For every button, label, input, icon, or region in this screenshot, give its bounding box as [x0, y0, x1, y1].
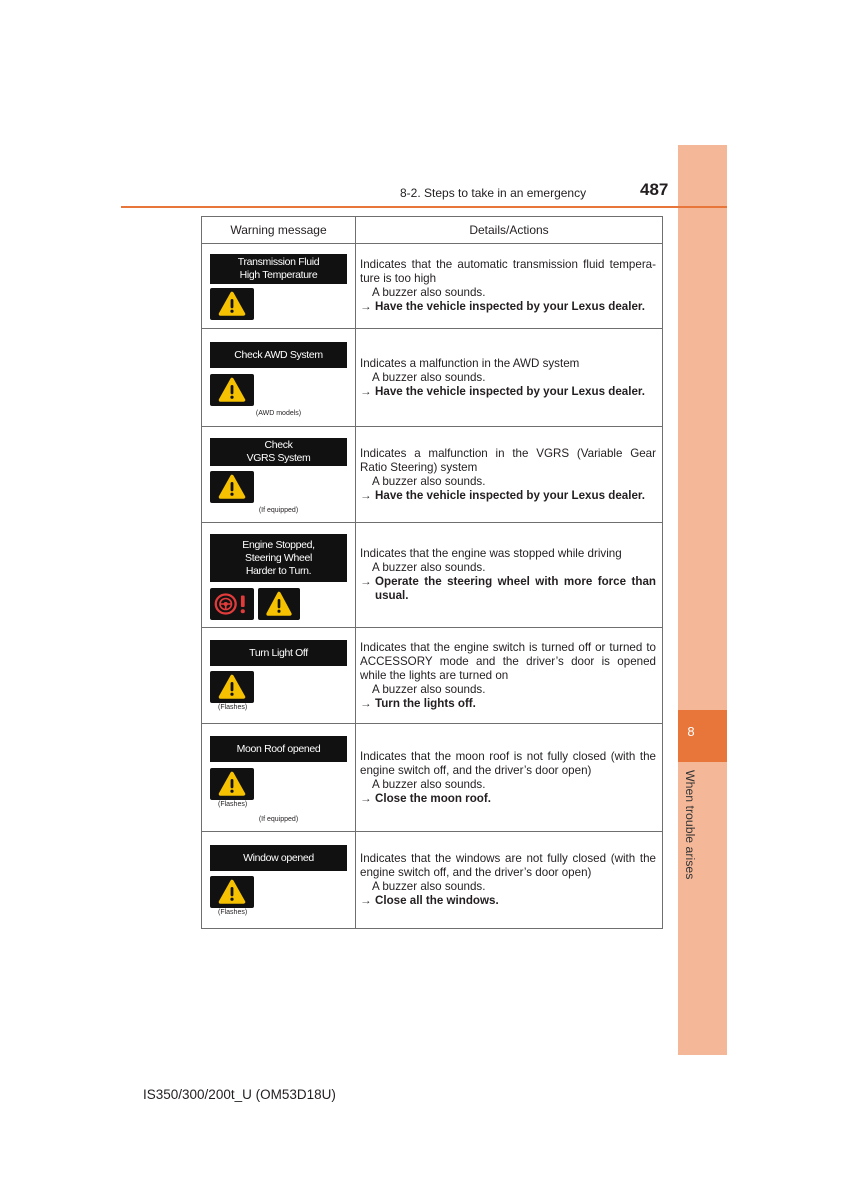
description-line: Indicates that the windows are not fully closed (with the	[360, 852, 656, 865]
table-row	[202, 724, 662, 832]
arrow-icon: →	[360, 894, 372, 907]
warning-message-cell	[202, 724, 356, 831]
warning-message-cell	[202, 427, 356, 522]
action-text: Close all the windows.	[375, 894, 499, 907]
buzzer-note: A buzzer also sounds.	[372, 682, 486, 696]
arrow-icon: →	[360, 384, 372, 398]
warning-message-cell	[202, 832, 356, 928]
buzzer-note: A buzzer also sounds.	[372, 474, 486, 488]
chapter-number-box	[678, 710, 727, 762]
power-steering-warning-icon	[210, 588, 254, 620]
buzzer-note: A buzzer also sounds.	[372, 370, 486, 384]
action-text: Have the vehicle inspected by your Lexus dealer.	[375, 384, 645, 398]
arrow-icon: →	[360, 791, 372, 805]
flashes-note: (Flashes)	[218, 704, 248, 711]
warning-triangle-icon	[210, 288, 254, 320]
description-line: ACCESSORY mode and the driver’s door is opened	[360, 654, 656, 668]
model-note: (AWD models)	[255, 410, 302, 417]
description-line: Indicates a malfunction in the AWD system	[360, 356, 580, 370]
buzzer-note: A buzzer also sounds.	[372, 880, 486, 893]
details-cell	[356, 724, 662, 831]
display-line: Turn Light Off	[249, 646, 308, 659]
action-text: Turn the lights off.	[375, 696, 476, 710]
action-text: Close the moon roof.	[375, 791, 491, 805]
display-line: Transmission Fluid	[237, 256, 320, 268]
action-line	[360, 300, 656, 314]
arrow-icon: →	[360, 488, 372, 502]
description-line: engine switch off, and the driver’s door open)	[360, 866, 592, 879]
description-line: Indicates that the engine switch is turned off or turned to	[360, 640, 656, 654]
chapter-title: When trouble arises	[683, 770, 697, 880]
description-line: Indicates that the engine was stopped while driving	[360, 547, 622, 560]
display-line: Check	[264, 439, 293, 451]
table-row	[202, 329, 662, 427]
action-text: Have the vehicle inspected by your Lexus dealer.	[375, 488, 645, 502]
table-row	[202, 832, 662, 928]
action-text: Have the vehicle inspected by your Lexus dealer.	[375, 300, 645, 313]
table-row	[202, 427, 662, 523]
display-line: Moon Roof opened	[236, 742, 321, 755]
flashes-note: (Flashes)	[218, 801, 248, 808]
warning-triangle-icon	[258, 588, 300, 620]
warning-triangle-icon	[210, 768, 254, 800]
action-line	[360, 792, 656, 806]
model-code-footer: IS350/300/200t_U (OM53D18U)	[143, 1087, 336, 1102]
details-cell	[356, 329, 662, 426]
description-line: Indicates that the moon roof is not fully closed (with the	[360, 749, 656, 763]
warning-triangle-icon	[210, 471, 254, 503]
buzzer-note: A buzzer also sounds.	[372, 561, 486, 574]
warning-triangle-icon	[210, 374, 254, 406]
arrow-icon: →	[360, 696, 372, 710]
table-header-row	[202, 217, 662, 244]
display-line: Check AWD System	[234, 348, 323, 361]
description-line: while the lights are turned on	[360, 668, 509, 682]
description-line: Ratio Steering) system	[360, 460, 478, 474]
description-line: engine switch off, and the driver’s door open)	[360, 763, 592, 777]
display-line: Harder to Turn.	[245, 564, 312, 577]
action-text: Operate the steering wheel with more force than usual.	[375, 575, 656, 602]
flashes-note: (Flashes)	[218, 909, 248, 916]
display-line: High Temperature	[239, 269, 318, 281]
display-line: Window opened	[243, 851, 314, 864]
page-number: 487	[640, 180, 669, 199]
action-line	[360, 385, 656, 399]
display-line: Steering Wheel	[245, 551, 312, 564]
buzzer-note: A buzzer also sounds.	[372, 777, 486, 791]
equipment-note: (If equipped)	[258, 816, 299, 823]
buzzer-note: A buzzer also sounds.	[372, 286, 486, 299]
warning-triangle-icon	[210, 876, 254, 908]
equipment-note: (If equipped)	[258, 507, 299, 514]
action-line	[360, 894, 656, 908]
message-display	[210, 342, 347, 368]
message-display	[210, 736, 347, 762]
arrow-icon: →	[360, 575, 372, 588]
message-display	[210, 534, 347, 582]
action-line	[360, 575, 656, 603]
warning-message-cell	[202, 244, 356, 328]
column-header-details-actions: Details/Actions	[469, 223, 549, 237]
message-display	[210, 438, 347, 466]
action-line	[360, 697, 656, 711]
section-title: 8-2. Steps to take in an emergency	[400, 186, 587, 200]
warning-message-cell	[202, 329, 356, 426]
table-row	[202, 244, 662, 329]
warning-message-table	[201, 216, 663, 929]
warning-message-cell	[202, 628, 356, 723]
chapter-number: 8	[687, 724, 695, 739]
table-row	[202, 523, 662, 628]
description-line: Indicates a malfunction in the VGRS (Variable Gear	[360, 446, 656, 460]
header-divider	[121, 206, 727, 208]
details-cell	[356, 832, 662, 928]
details-cell	[356, 244, 662, 328]
message-display	[210, 254, 347, 284]
message-display	[210, 845, 347, 871]
details-cell	[356, 427, 662, 522]
arrow-icon: →	[360, 300, 372, 313]
warning-triangle-icon	[210, 671, 254, 703]
description-line: ture is too high	[360, 272, 437, 285]
details-cell	[356, 628, 662, 723]
column-header-warning-message: Warning message	[202, 217, 356, 243]
table-row	[202, 628, 662, 724]
description-line: Indicates that the automatic transmission fluid tempera-	[360, 258, 656, 271]
warning-message-cell	[202, 523, 356, 627]
display-line: VGRS System	[246, 452, 311, 464]
display-line: Engine Stopped,	[242, 538, 315, 551]
message-display	[210, 640, 347, 666]
details-cell	[356, 523, 662, 627]
chapter-tab-band	[678, 145, 727, 1055]
action-line	[360, 489, 656, 503]
